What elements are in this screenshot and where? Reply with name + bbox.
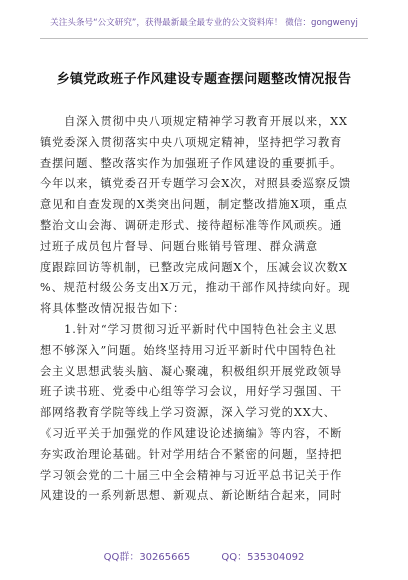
body-line: 风建设的一系列新思想、新观点、新论断结合起来，同时 bbox=[40, 489, 343, 503]
body-line: %、规范村级公务支出X万元，推动干部作风持续向好。现 bbox=[40, 281, 351, 295]
body-line: 今年以来，镇党委召开专题学习会X次，对照县委巡察反馈 bbox=[40, 177, 352, 191]
body-line: 整治文山会海、调研走形式、接待超标准等作风顽疾。通 bbox=[40, 218, 343, 232]
body-line: 意见和自查发现的X类突出问题，制定整改措施X项，重点 bbox=[40, 198, 348, 212]
body-line: 部网络教育学院等线上学习资源，深入学习党的XX大、 bbox=[40, 406, 336, 420]
document-title: 乡镇党政班子作风建设专题查摆问题整改情况报告 bbox=[56, 72, 352, 87]
body-line: 想不够深入”问题。始终坚持用习近平新时代中国特色社 bbox=[40, 343, 337, 357]
body-line: 1.针对“学习贯彻习近平新时代中国特色社会主义思 bbox=[40, 322, 338, 336]
body-line: 镇党委深入贯彻落实中央八项规定精神，坚持把学习教育 bbox=[40, 135, 343, 149]
body-line: 查摆问题、整改落实作为加强班子作风建设的重要抓手。 bbox=[40, 156, 343, 170]
body-line: 自深入贯彻中央八项规定精神学习教育开展以来，XX bbox=[40, 115, 348, 128]
body-line: 《习近平关于加强党的作风建设论述摘编》等内容，不断 bbox=[40, 426, 343, 440]
page-footer bbox=[0, 548, 408, 563]
body-line: 将具体整改情况报告如下： bbox=[40, 302, 186, 316]
body-line: 会主义思想武装头脑、凝心聚魂，积极组织开展党政领导 bbox=[40, 364, 343, 378]
body-line: 夯实政治理论基础。针对学用结合不紧密的问题，坚持把 bbox=[40, 447, 343, 461]
body-line: 班子读书班、党委中心组等学习会议，用好学习强国、干 bbox=[40, 385, 343, 399]
body-line: 过班子成员包片督导、问题台账销号管理、群众满意 bbox=[40, 239, 319, 253]
footer-qq-contact: QQ：535304092 bbox=[221, 552, 305, 563]
body-line: 度跟踪回访等机制，已整改完成问题X个，压减会议次数X bbox=[40, 260, 348, 274]
footer-qq-group: QQ群：30265665 bbox=[103, 552, 191, 563]
page-header bbox=[40, 14, 368, 39]
header-promo-text: 关注头条号“公文研究”，获得最新最全最专业的公文资料库！ 微信：gongwenyj bbox=[50, 18, 358, 28]
document-body bbox=[40, 112, 368, 507]
body-line: 学习领会党的二十届三中全会精神与习近平总书记关于作 bbox=[40, 468, 343, 482]
